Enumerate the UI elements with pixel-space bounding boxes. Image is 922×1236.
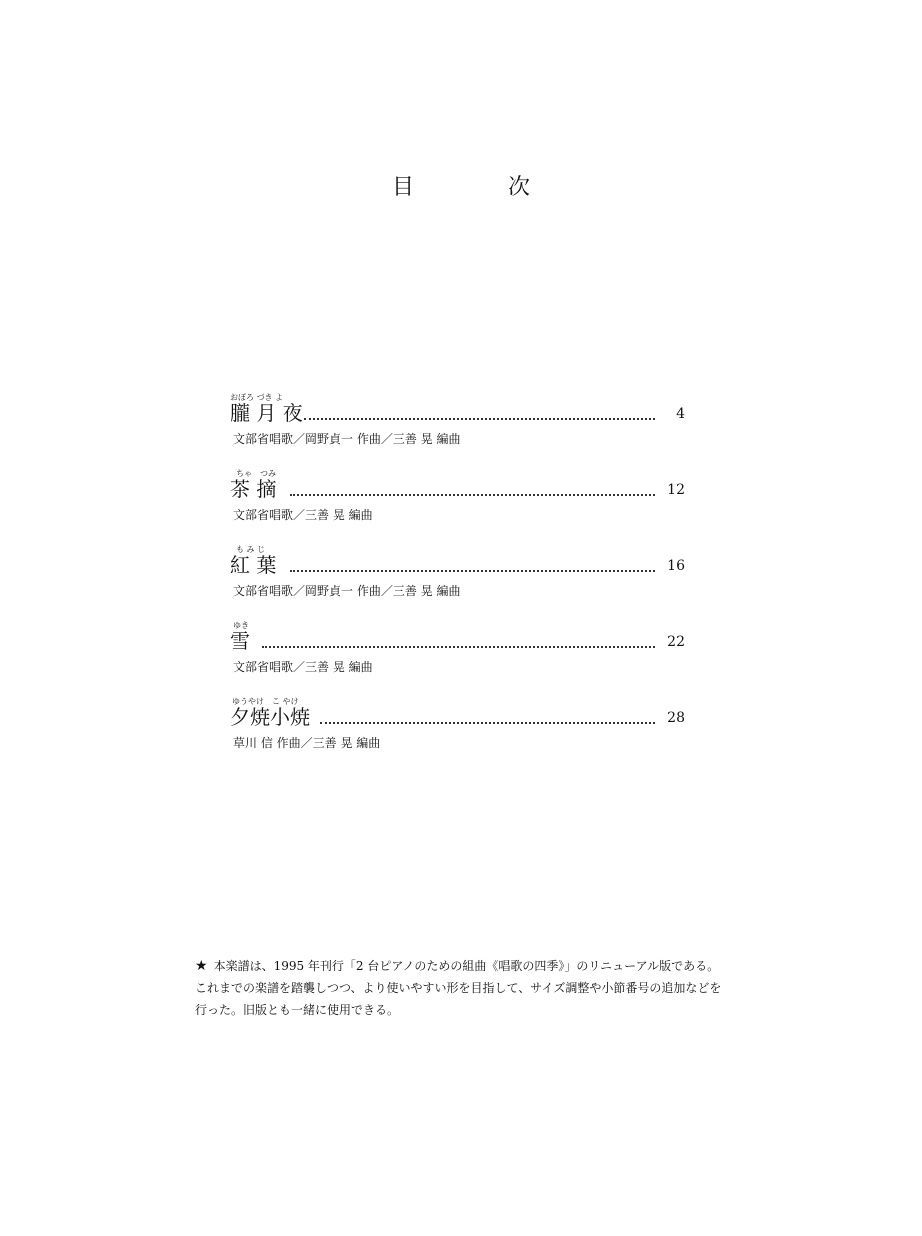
star-icon: ★: [195, 958, 208, 974]
toc-title-row: [230, 620, 685, 654]
toc-title-row: [230, 696, 685, 730]
toc-title-row: [230, 468, 685, 502]
song-title: 朧 月 夜: [230, 401, 303, 425]
edition-note: [195, 955, 740, 1021]
page-number: 22: [667, 634, 685, 650]
toc-entry-momiji[interactable]: [230, 544, 685, 620]
song-title: 夕焼小焼: [230, 705, 310, 729]
credit-line: 文部省唱歌／岡野貞一 作曲／三善 晃 編曲: [233, 432, 461, 446]
dot-leader: [320, 722, 655, 724]
song-title: 茶 摘: [230, 477, 277, 501]
dot-leader: [304, 418, 655, 420]
ruby-reading: ゆき: [233, 621, 249, 630]
toc-title-row: [230, 544, 685, 578]
note-line-2: これまでの楽譜を踏襲しつつ、より使いやすい形を目指して、サイズ調整や小節番号の追加などを: [195, 981, 722, 995]
page-number: 12: [667, 482, 685, 498]
toc-entry-yuyakekoyake[interactable]: [230, 696, 685, 772]
song-title: 雪: [230, 629, 250, 653]
credit-line: 文部省唱歌／三善 晃 編曲: [233, 508, 373, 522]
note-line-1: ★ 本楽譜は、1995 年刊行「2 台ピアノのための組曲《唱歌の四季》」のリニューアル版である。: [195, 958, 720, 974]
toc-entry-yuki[interactable]: [230, 620, 685, 696]
toc-title-row: [230, 392, 685, 426]
page-number: 4: [676, 406, 685, 422]
song-title: 紅 葉: [230, 553, 277, 577]
ruby-reading: おぼろ づき よ: [230, 393, 284, 402]
ruby-reading: ちゃ つみ: [236, 469, 276, 478]
credit-line: 草川 信 作曲／三善 晃 編曲: [233, 736, 381, 750]
ruby-reading: ゆうやけ こ やけ: [232, 697, 299, 706]
page-number: 16: [667, 558, 685, 574]
toc-entry-oborozukiyo[interactable]: [230, 392, 685, 468]
dot-leader: [262, 646, 655, 648]
credit-line: 文部省唱歌／三善 晃 編曲: [233, 660, 373, 674]
dot-leader: [290, 494, 655, 496]
note-line-3: 行った。旧版とも一緒に使用できる。: [195, 1003, 400, 1017]
credit-line: 文部省唱歌／岡野貞一 作曲／三善 晃 編曲: [233, 584, 461, 598]
toc-entry-chatsumi[interactable]: [230, 468, 685, 544]
table-of-contents: [230, 392, 685, 772]
page-number: 28: [667, 710, 685, 726]
page-title: 目 次: [391, 175, 566, 200]
dot-leader: [290, 570, 655, 572]
ruby-reading: も み じ: [236, 545, 266, 554]
